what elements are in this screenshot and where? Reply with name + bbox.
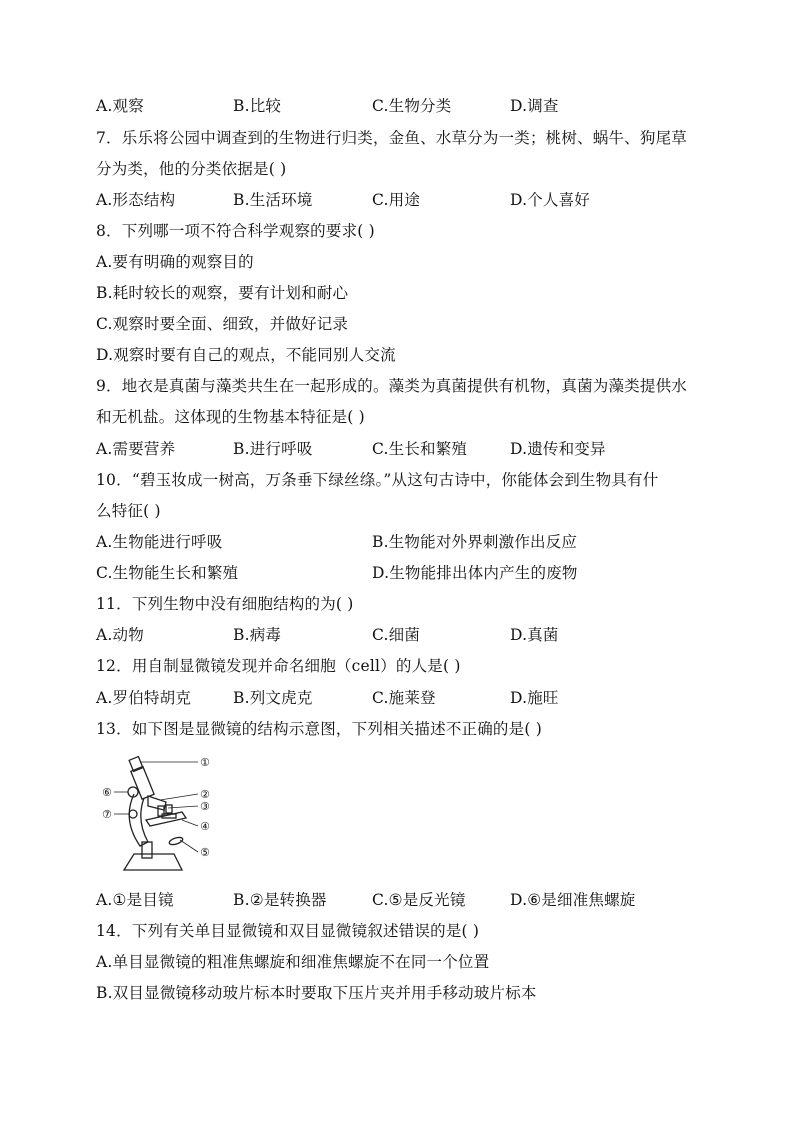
q11-option-d: D.真菌 [510,626,559,644]
label-2: ② [200,788,210,801]
q9-option-a: A.需要营养 [96,440,176,458]
q10-stem-line2: 么特征( ) [96,502,161,520]
q12-option-b: B.列文虎克 [233,689,313,707]
q14-option-a: A.单目显微镜的粗准焦螺旋和细准焦螺旋不在同一个位置 [96,953,490,971]
q9-stem-line1: 9．地衣是真菌与藻类共生在一起形成的。藻类为真菌提供有机物，真菌为藻类提供水 [96,377,687,395]
microscope-diagram [100,750,230,880]
q10-option-b: B.生物能对外界刺激作出反应 [372,533,578,551]
q11-option-b: B.病毒 [233,626,282,644]
q8-stem: 8．下列哪一项不符合科学观察的要求( ) [96,222,375,240]
q8-option-d: D.观察时要有自己的观点，不能同别人交流 [96,346,396,364]
q12-option-d: D.施旺 [510,689,559,707]
objective-lens-shape [166,805,172,813]
q11-stem: 11．下列生物中没有细胞结构的为( ) [96,595,354,613]
base-shape [124,854,182,870]
q10-option-c: C.生物能生长和繁殖 [96,564,239,582]
q12-option-a: A.罗伯特胡克 [96,689,192,707]
q6-option-a: A.观察 [96,97,144,115]
q13-option-c: C.⑤是反光镜 [372,891,466,909]
q7-option-a: A.形态结构 [96,191,176,209]
label-1: ① [200,756,210,769]
q13-stem: 13．如下图是显微镜的结构示意图，下列相关描述不正确的是( ) [96,720,542,738]
label-7: ⑦ [102,808,112,821]
q6-option-c: C.生物分类 [372,97,452,115]
leader-line [182,820,198,826]
label-5: ⑤ [200,846,210,859]
q7-option-d: D.个人喜好 [510,191,591,209]
q10-option-a: A.生物能进行呼吸 [96,533,223,551]
q6-option-b: B.比较 [233,97,282,115]
q9-option-b: B.进行呼吸 [233,440,313,458]
label-3: ③ [200,800,210,813]
q13-option-d: D.⑥是细准焦螺旋 [510,891,636,909]
label-4: ④ [200,820,210,833]
q13-option-b: B.②是转换器 [233,891,327,909]
arm-shape [129,794,148,846]
q14-option-b: B.双目显微镜移动玻片标本时要取下压片夹并用手移动玻片标本 [96,984,537,1002]
q9-stem-line2: 和无机盐。这体现的生物基本特征是( ) [96,408,365,426]
q8-option-a: A.要有明确的观察目的 [96,253,254,271]
q9-option-c: C.生长和繁殖 [372,440,468,458]
q7-option-b: B.生活环境 [233,191,313,209]
leader-line [160,794,198,800]
q10-option-d: D.生物能排出体内产生的废物 [372,564,578,582]
q8-option-b: B.耗时较长的观察，要有计划和耐心 [96,284,349,302]
q12-option-c: C.施莱登 [372,689,436,707]
fine-adjustment-shape [129,810,137,818]
q12-stem: 12．用自制显微镜发现并命名细胞（cell）的人是( ) [96,657,461,675]
leader-line [180,840,198,852]
label-6: ⑥ [102,786,112,799]
q14-stem: 14．下列有关单目显微镜和双目显微镜叙述错误的是( ) [96,922,480,940]
q7-stem-line2: 分为类，他的分类依据是( ) [96,160,287,178]
q13-option-a: A.①是目镜 [96,891,174,909]
nosepiece-shape [148,796,166,810]
q7-option-c: C.用途 [372,191,421,209]
q11-option-a: A.动物 [96,626,144,644]
q8-option-c: C.观察时要全面、细致，并做好记录 [96,315,349,333]
q10-stem-line1: 10．“碧玉妆成一树高，万条垂下绿丝绦。”从这句古诗中，你能体会到生物具有什 [96,471,659,489]
q7-stem-line1: 7．乐乐将公园中调查到的生物进行归类，金鱼、水草分为一类；桃树、蜗牛、狗尾草 [96,129,687,147]
q6-option-d: D.调查 [510,97,559,115]
q11-option-c: C.细菌 [372,626,421,644]
q9-option-d: D.遗传和变异 [510,440,606,458]
